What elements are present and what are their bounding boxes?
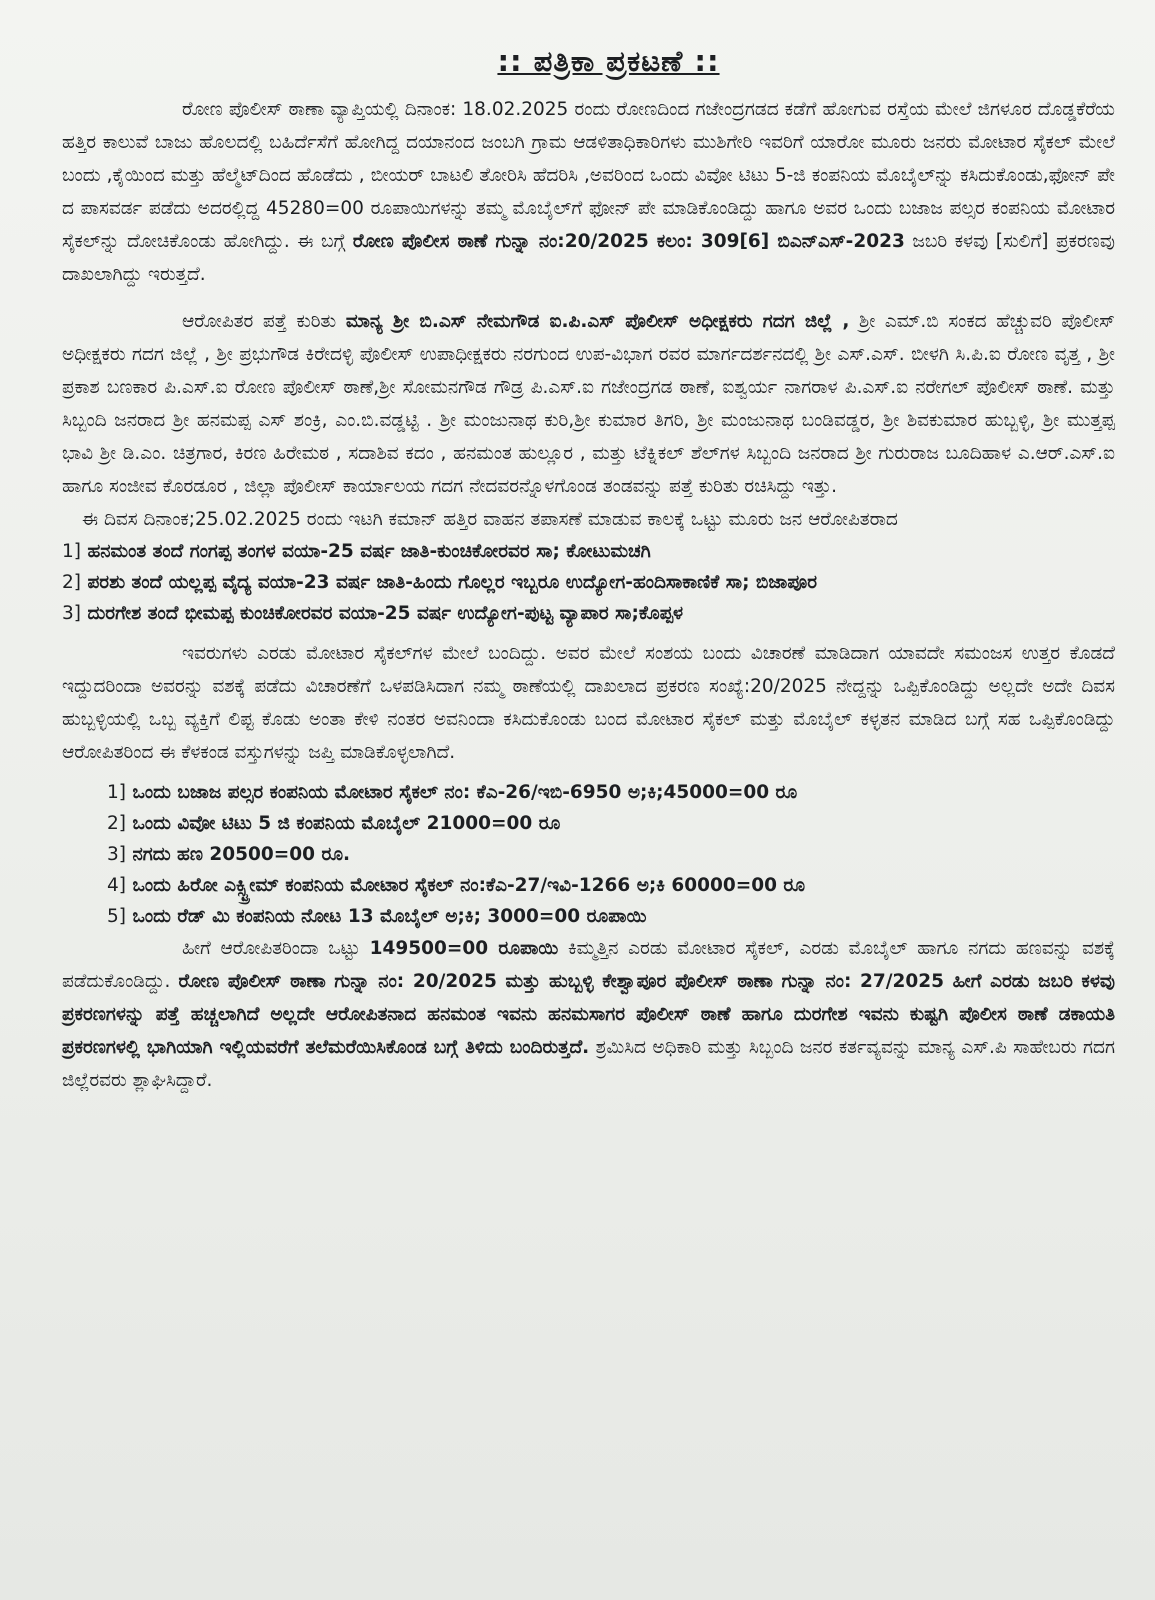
list-item: 1] ಒಂದು ಬಜಾಜ ಪಲ್ಸರ ಕಂಪನಿಯ ಮೋಟಾರ ಸೈಕಲ್ ನಂ: ಕೆಎ-26/ಇಬಿ-6950 ಅ;ಕಿ;45000=00 ರೂ <box>107 782 798 803</box>
seized-items-list <box>107 777 1115 932</box>
case-number: ರೋಣ ಪೊಲೀಸ ಠಾಣೆ ಗುನ್ನಾ ನಂ:20/2025 ಕಲಂ: 309[6] ಬಿಎನ್‌ಎಸ್-2023 <box>352 231 905 252</box>
list-item: 1] ಹನಮಂತ ತಂದೆ ಗಂಗಪ್ಪ ತಂಗಳ ವಯಾ-25 ವರ್ಷ ಜಾತಿ-ಕುಂಚಿಕೋರವರ ಸಾ; ಕೋಟುಮಚಗಿ <box>62 541 651 562</box>
list-item: 2] ಪರಶು ತಂದೆ ಯಲ್ಲಪ್ಪ ವೈದ್ಯ ವಯಾ-23 ವರ್ಷ ಜಾತಿ-ಹಿಂದು ಗೊಲ್ಲರ ಇಬ್ಬರೂ ಉದ್ಯೋಗ-ಹಂದಿಸಾಕಾಣಿಕೆ ಸಾ; ಬಿಜಾಪೂರ <box>62 572 818 593</box>
accused-list <box>62 536 1115 629</box>
arrest-paragraph: ಈ ದಿವಸ ದಿನಾಂಕ;25.02.2025 ರಂದು ಇಟಗಿ ಕಮಾನ್ ಹತ್ತಿರ ವಾಹನ ತಪಾಸಣೆ ಮಾಡುವ ಕಾಲಕ್ಕೆ ಒಟ್ಟು ಮೂರು ಜನ ಆರೋಪಿತರಾದ <box>82 509 898 530</box>
sp-name: ಮಾನ್ಯ ಶ್ರೀ ಬಿ.ಎಸ್ ನೇಮಗೌಡ ಐ.ಪಿ.ಎಸ್ ಪೊಲೀಸ್ ಅಧೀಕ್ಷಕರು ಗದಗ ಜಿಲ್ಲೆ , <box>345 311 850 332</box>
incident-paragraph <box>62 93 1115 291</box>
list-item: 5] ಒಂದು ರೆಡ್ ಮಿ ಕಂಪನಿಯ ನೋಟ 13 ಮೊಬೈಲ್ ಅ;ಕಿ; 3000=00 ರೂಪಾಯಿ <box>107 906 647 927</box>
summary-paragraph: ಹೀಗೆ ಆರೋಪಿತರಿಂದಾ ಒಟ್ಟು 149500=00 ರೂಪಾಯಿ ಕಿಮ್ಮತ್ತಿನ ಎರಡು ಮೋಟಾರ ಸೈಕಲ್, ಎರಡು ಮೊಬೈಲ್ ಹಾಗೂ ನಗದು ಹಣವನ್ನು ವಶಕ್ಕೆ ಪಡೆದುಕೊಂಡಿದ್ದು. ರೋಣ ಪೊಲೀಸ್ ಠಾಣಾ ಗುನ್ನಾ ನಂ: 20/2025 ಮತ್ತು ಹುಬ್ಬಳ್ಳಿ ಕೇಶ್ವಾಪೂರ ಪೊಲೀಸ್ ಠಾಣಾ ಗುನ್ನಾ ನಂ: 27/2025 ಹೀಗೆ ಎರಡು ಜಬರಿ ಕಳವು ಪ್ರಕರಣಗಳನ್ನು ಪತ್ತೆ ಹಚ್ಚಲಾಗಿದೆ ಅಲ್ಲದೇ ಆರೋಪಿತನಾದ ಹನಮಂತ ಇವನು ಹನಮಸಾಗರ ಪೊಲೀಸ್ ಠಾಣೆ ಹಾಗೂ ದುರಗೇಶ ಇವನು ಕುಷ್ಟಗಿ ಪೊಲೀಸ ಠಾಣೆ ಡಕಾಯತಿ ಪ್ರಕರಣಗಳಲ್ಲಿ ಭಾಗಿಯಾಗಿ ಇಲ್ಲಿಯವರೆಗೆ ತಲೆಮರೆಯಿಸಿಕೊಂಡ ಬಗ್ಗೆ ತಿಳಿದು ಬಂದಿರುತ್ತದೆ. ಶ್ರಮಿಸಿದ ಅಧಿಕಾರಿ ಮತ್ತು ಸಿಬ್ಬಂದಿ ಜನರ ಕರ್ತವ್ಯವನ್ನು ಮಾನ್ಯ ಎಸ್.ಪಿ ಸಾಹೇಬರು ಗದಗ ಜಿಲ್ಲೆರವರು ಶ್ಲಾಘಿಸಿದ್ದಾರೆ. <box>62 938 1115 1091</box>
cases-detected: ರೋಣ ಪೊಲೀಸ್ ಠಾಣಾ ಗುನ್ನಾ ನಂ: 20/2025 ಮತ್ತು ಹುಬ್ಬಳ್ಳಿ ಕೇಶ್ವಾಪೂರ ಪೊಲೀಸ್ ಠಾಣಾ ಗುನ್ನಾ ನಂ: 27/2025 ಹೀಗೆ ಎರಡು ಜಬರಿ ಕಳವು ಪ್ರಕರಣಗಳನ್ನು ಪತ್ತೆ ಹಚ್ಚಲಾಗಿದೆ ಅಲ್ಲದೇ ಆರೋಪಿತನಾದ ಹನಮಂತ ಇವನು ಹನಮಸಾಗರ ಪೊಲೀಸ್ ಠಾಣೆ ಹಾಗೂ ದುರಗೇಶ ಇವನು ಕುಷ್ಟಗಿ ಪೊಲೀಸ ಠಾಣೆ ಡಕಾಯತಿ ಪ್ರಕರಣಗಳಲ್ಲಿ ಭಾಗಿಯಾಗಿ ಇಲ್ಲಿಯವರೆಗೆ ತಲೆಮರೆಯಿಸಿಕೊಂಡ ಬಗ್ಗೆ ತಿಳಿದು ಬಂದಿರುತ್ತದೆ. <box>62 971 1115 1058</box>
list-item: 4] ಒಂದು ಹಿರೋ ಎಕ್ಸ್ಟ್ರೀಮ್ ಕಂಪನಿಯ ಮೋಟಾರ ಸೈಕಲ್ ನಂ:ಕೆಎ-27/ಇವಿ-1266 ಅ;ಕಿ 60000=00 ರೂ <box>107 875 806 896</box>
incident-tail: ಜಬರಿ ಕಳವು [ಸುಲಿಗೆ] ಪ್ರಕರಣವು ದಾಖಲಾಗಿದ್ದು ಇರುತ್ತದೆ. <box>62 231 1115 285</box>
total-value: 149500=00 ರೂಪಾಯಿ <box>369 938 559 959</box>
team-text: ಶ್ರೀ ಎಮ್.ಬಿ ಸಂಕದ ಹೆಚ್ಚುವರಿ ಪೊಲೀಸ್ ಅಧೀಕ್ಷಕರು ಗದಗ ಜಿಲ್ಲೆ , ಶ್ರೀ ಪ್ರಭುಗೌಡ ಕಿರೇದಳ್ಳಿ ಪೊಲೀಸ್ ಉಪಾಧೀಕ್ಷಕರು ನರಗುಂದ ಉಪ-ವಿಭಾಗ ರವರ ಮಾರ್ಗದರ್ಶನದಲ್ಲಿ ಶ್ರೀ ಎಸ್.ಎಸ್. ಬೀಳಗಿ ಸಿ.ಪಿ.ಐ ರೋಣ ವೃತ್ತ , ಶ್ರೀ ಪ್ರಕಾಶ ಬಣಕಾರ ಪಿ.ಎಸ್.ಐ ರೋಣ ಪೊಲೀಸ್ ಠಾಣೆ,ಶ್ರೀ ಸೋಮನಗೌಡ ಗೌಡ್ರ ಪಿ.ಎಸ್.ಐ ಗಜೇಂದ್ರಗಡ ಠಾಣೆ, ಐಶ್ವರ್ಯ ನಾಗರಾಳ ಪಿ.ಎಸ್.ಐ ನರೇಗಲ್ ಪೊಲೀಸ್ ಠಾಣೆ. ಮತ್ತು ಸಿಬ್ಬಂದಿ ಜನರಾದ ಶ್ರೀ ಹನಮಪ್ಪ ಎಸ್ ಶಂಕ್ರಿ, ಎಂ.ಬಿ.ವಡ್ಡಟ್ಟಿ . ಶ್ರೀ ಮಂಜುನಾಥ ಕುರಿ,ಶ್ರೀ ಕುಮಾರ ತಿಗರಿ, ಶ್ರೀ ಮಂಜುನಾಥ ಬಂಡಿವಡ್ಡರ, ಶ್ರೀ ಶಿವಕುಮಾರ ಹುಬ್ಬಳ್ಳಿ, ಶ್ರೀ ಮುತ್ತಪ್ಪ ಭಾವಿ ಶ್ರೀ ಡಿ.ಎಂ. ಚಿತ್ರಗಾರ, ಕಿರಣ ಹಿರೇಮಠ , ಸದಾಶಿವ ಕದಂ , ಹನಮಂತ ಹುಲ್ಲೂರ , ಮತ್ತು ಟೆಕ್ನಿಕಲ್ ಶೆಲ್‌ಗಳ ಸಿಬ್ಬಂದಿ ಜನರಾದ ಶ್ರೀ ಗುರುರಾಜ ಬೂದಿಹಾಳ ಎ.ಆರ್.ಎಸ್.ಐ ಹಾಗೂ ಸಂಜೀವ ಕೊರಡೂರ , ಜಿಲ್ಲಾ ಪೊಲೀಸ್ ಕಾರ್ಯಾಲಯ ಗದಗ ನೇದವರನ್ನೊಳಗೊಂಡ ತಂಡವನ್ನು ಪತ್ತೆ ಕುರಿತು ರಚಿಸಿದ್ದು ಇತ್ತು. <box>62 311 1115 497</box>
team-paragraph <box>62 305 1115 503</box>
incident-text: ರೋಣ ಪೊಲೀಸ್ ಠಾಣಾ ವ್ಯಾಪ್ತಿಯಲ್ಲಿ ದಿನಾಂಕ: 18.02.2025 ರಂದು ರೋಣದಿಂದ ಗಜೇಂದ್ರಗಡದ ಕಡೆಗೆ ಹೋಗುವ ರಸ್ತೆಯ ಮೇಲೆ ಜಿಗಳೂರ ದೊಡ್ಡಕೆರೆಯ ಹತ್ತಿರ ಕಾಲುವೆ ಬಾಜು ಹೊಲದಲ್ಲಿ ಬಹಿರ್ದೆಸೆಗೆ ಹೋಗಿದ್ದ ದಯಾನಂದ ಜಂಬಗಿ ಗ್ರಾಮ ಆಡಳಿತಾಧಿಕಾರಿಗಳು ಮುಶಿಗೇರಿ ಇವರಿಗೆ ಯಾರೋ ಮೂರು ಜನರು ಮೋಟಾರ ಸೈಕಲ್ ಮೇಲೆ ಬಂದು ,ಕೈಯಿಂದ ಮತ್ತು ಹೆಲ್ಮೆಟ್‌ದಿಂದ ಹೊಡೆದು , ಬೀಯರ್ ಬಾಟಲಿ ತೋರಿಸಿ ಹೆದರಿಸಿ ,ಅವರಿಂದ ಒಂದು ವಿವೋ ಟಿಟು 5-ಜಿ ಕಂಪನಿಯ ಮೊಬೈಲ್‌ನ್ನು ಕಸಿದುಕೊಂಡು,ಫೋನ್ ಪೇ ದ ಪಾಸವರ್ಡ ಪಡೆದು ಅದರಲ್ಲಿದ್ದ 45280=00 ರೂಪಾಯಿಗಳನ್ನು ತಮ್ಮ ಮೊಬೈಲ್‌ಗೆ ಫೋನ್ ಪೇ ಮಾಡಿಕೊಂಡಿದ್ದು ಹಾಗೂ ಅವರ ಒಂದು ಬಜಾಜ ಪಲ್ಸರ ಕಂಪನಿಯ ಮೋಟಾರ ಸೈಕಲ್‌ನ್ನು ದೋಚಿಕೊಂಡು ಹೋಗಿದ್ದು. ಈ ಬಗ್ಗೆ <box>62 99 1115 252</box>
list-item: 3] ದುರಗೇಶ ತಂದೆ ಭೀಮಪ್ಪ ಕುಂಚಿಕೋರವರ ವಯಾ-25 ವರ್ಷ ಉದ್ಯೋಗ-ಪುಟ್ಟ ವ್ಯಾಪಾರ ಸಾ;ಕೊಪ್ಪಳ <box>62 603 684 624</box>
interrogation-paragraph: ಇವರುಗಳು ಎರಡು ಮೋಟಾರ ಸೈಕಲ್‌ಗಳ ಮೇಲೆ ಬಂದಿದ್ದು. ಅವರ ಮೇಲೆ ಸಂಶಯ ಬಂದು ವಿಚಾರಣೆ ಮಾಡಿದಾಗ ಯಾವದೇ ಸಮಂಜಸ ಉತ್ತರ ಕೊಡದೆ ಇದ್ದುದರಿಂದಾ ಅವರನ್ನು ವಶಕ್ಕೆ ಪಡೆದು ವಿಚಾರಣೆಗೆ ಒಳಪಡಿಸಿದಾಗ ನಮ್ಮ ಠಾಣೆಯಲ್ಲಿ ದಾಖಲಾದ ಪ್ರಕರಣ ಸಂಖ್ಯೆ:20/2025 ನೇದ್ದನ್ನು ಒಪ್ಪಿಕೊಂಡಿದ್ದು ಅಲ್ಲದೇ ಅದೇ ದಿವಸ ಹುಬ್ಬಳ್ಳಿಯಲ್ಲಿ ಒಬ್ಬ ವ್ಯಕ್ತಿಗೆ ಲಿಪ್ಟ ಕೊಡು ಅಂತಾ ಕೇಳಿ ನಂತರ ಅವನಿಂದಾ ಕಸಿದುಕೊಂಡು ಬಂದ ಮೋಟಾರ ಸೈಕಲ್ ಮತ್ತು ಮೊಬೈಲ್ ಕಳ್ಳತನ ಮಾಡಿದ ಬಗ್ಗೆ ಸಹ ಒಪ್ಪಿಕೊಂಡಿದ್ದು ಆರೋಪಿತರಿಂದ ಈ ಕೆಳಕಂಡ ವಸ್ತುಗಳನ್ನು ಜಪ್ತಿ ಮಾಡಿಕೊಳ್ಳಲಾಗಿದೆ. <box>62 643 1115 763</box>
team-lead: ಆರೋಪಿತರ ಪತ್ತೆ ಕುರಿತು <box>182 311 337 332</box>
page-title: :: ಪತ್ರಿಕಾ ಪ್ರಕಟಣೆ :: <box>497 44 720 78</box>
list-item: 2] ಒಂದು ವಿವೋ ಟಿಟು 5 ಜಿ ಕಂಪನಿಯ ಮೊಬೈಲ್ 21000=00 ರೂ <box>107 813 561 834</box>
list-item: 3] ನಗದು ಹಣ 20500=00 ರೂ. <box>107 844 351 865</box>
